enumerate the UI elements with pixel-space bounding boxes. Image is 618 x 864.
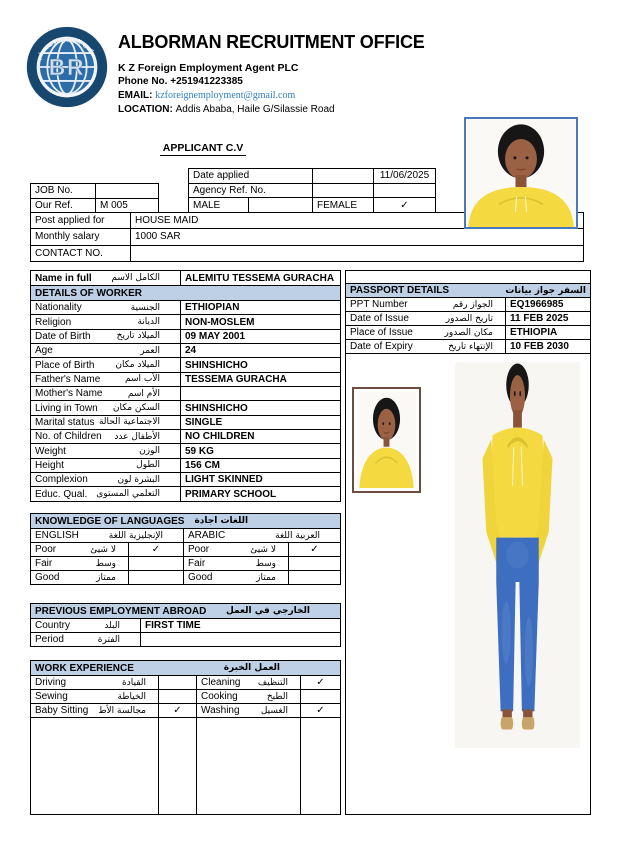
- cleaning-check-cell: [301, 676, 341, 690]
- driving-label-cell: [31, 676, 159, 690]
- location-label: LOCATION:: [118, 104, 173, 115]
- contact-label: CONTACT NO.: [35, 247, 103, 259]
- children-label-cell: [31, 430, 181, 444]
- ppt-number-label-cell: [346, 298, 506, 312]
- table-row: [31, 543, 341, 557]
- arabic-good-check-cell: [289, 571, 341, 585]
- table-row: [31, 387, 341, 401]
- birthplace-value: SHINSHICHO: [185, 359, 248, 371]
- our-ref-label-cell: [31, 199, 96, 214]
- weight-label: Weight: [35, 445, 66, 457]
- arabic-good-label: Good: [188, 572, 213, 583]
- period-value-cell: [141, 633, 341, 647]
- english-poor-arabic: شيئ‎ لا: [90, 544, 116, 555]
- logo-monogram: BR: [48, 54, 86, 81]
- living-town-label: Living in Town: [35, 402, 98, 414]
- mother-name-label-arabic: اسم‎ الأم: [127, 388, 160, 399]
- location-line: [118, 103, 538, 117]
- table-row: [31, 487, 341, 501]
- sewing-label-arabic: الخياطة: [117, 691, 146, 702]
- height-label: Height: [35, 459, 64, 471]
- name-label-arabic: الاسم‎ الكامل: [111, 273, 160, 283]
- location-value: Addis Ababa, Haile G/Silassie Road: [175, 104, 335, 115]
- languages-section-header: [31, 514, 341, 529]
- issue-date-label-cell: [346, 312, 506, 326]
- religion-label-cell: [31, 315, 181, 329]
- expiry-date-label-arabic: تاريخ‎ الإنتهاء: [448, 341, 493, 352]
- male-label: MALE: [193, 199, 221, 211]
- height-label-arabic: الطول: [136, 460, 160, 471]
- languages-table: [30, 513, 341, 585]
- phone-label: Phone No.: [118, 76, 168, 87]
- mother-name-value-cell: [181, 387, 341, 401]
- sewing-label: Sewing: [35, 691, 68, 702]
- salary-value: 1000 SAR: [135, 231, 181, 243]
- contact-value-cell: [131, 246, 584, 262]
- full-body-photo-illustration: [455, 362, 580, 748]
- children-value: NO CHILDREN: [185, 431, 255, 443]
- previous-employment-header: [31, 604, 341, 619]
- headshot-illustration: [466, 119, 576, 227]
- work-experience-header: [31, 661, 341, 676]
- applicant-headshot-photo: [464, 117, 578, 229]
- babysitting-label-cell: [31, 704, 159, 718]
- mother-name-label: Mother's Name: [35, 388, 103, 400]
- logo-ring-bottom-text: ALBORMAN RECRUITMENT OFFICE: [35, 70, 98, 99]
- phone-number: +251941223385: [170, 76, 243, 87]
- table-row: [31, 401, 341, 415]
- cooking-label-cell: [197, 690, 301, 704]
- table-row: [31, 301, 341, 315]
- birthplace-label-arabic: مكان‎ الميلاد: [115, 360, 160, 371]
- work-experience-filler-cell-3: [197, 718, 301, 815]
- expiry-date-value-cell: [506, 340, 591, 354]
- children-value-cell: [181, 430, 341, 444]
- arabic-good-arabic: ممتاز: [256, 572, 276, 583]
- birthplace-label: Place of Birth: [35, 359, 95, 371]
- phone-line: [118, 75, 538, 89]
- weight-value: 59 KG: [185, 445, 214, 457]
- height-value-cell: [181, 459, 341, 473]
- cooking-check-cell: [301, 690, 341, 704]
- date-applied-label: Date applied: [193, 170, 250, 182]
- table-row: [31, 619, 341, 633]
- complexion-label-cell: [31, 473, 181, 487]
- expiry-date-value: 10 FEB 2030: [510, 341, 569, 352]
- arabic-label-arabic: اللغة‎ العربية: [275, 530, 320, 541]
- country-value: FIRST TIME: [145, 620, 201, 631]
- table-row: [31, 430, 341, 444]
- english-good-arabic: ممتاز: [96, 572, 116, 583]
- agency-ref-blank-cell: [313, 184, 374, 199]
- female-label-cell: [313, 198, 374, 213]
- arabic-poor-label: Poor: [188, 544, 210, 555]
- living-town-label-cell: [31, 401, 181, 415]
- birthplace-value-cell: [181, 358, 341, 372]
- father-name-value: TESSEMA GURACHA: [185, 373, 287, 385]
- english-poor-checkmark: ✓: [151, 544, 161, 555]
- expiry-date-label: Date of Expiry: [350, 341, 413, 352]
- previous-employment-table: [30, 603, 341, 647]
- english-poor-label-cell: [31, 543, 129, 557]
- table-row: [31, 571, 341, 585]
- babysitting-label-arabic: الأط‎ مجالسة: [98, 705, 146, 716]
- date-applied-value-cell: [374, 169, 436, 184]
- issue-date-label-arabic: الصدور‎ تاريخ: [445, 313, 493, 324]
- nationality-value: ETHIOPIAN: [185, 302, 240, 314]
- children-label: No. of Children: [35, 431, 102, 443]
- age-label-arabic: العمر: [140, 345, 160, 356]
- table-row: [346, 298, 591, 312]
- applicant-id-photo: [352, 387, 421, 493]
- arabic-fair-arabic: وسط: [255, 558, 276, 569]
- washing-label-arabic: الغسيل: [260, 705, 288, 716]
- arabic-label: ARABIC: [188, 530, 226, 541]
- work-experience-filler-cell-4: [301, 718, 341, 815]
- name-value-cell: [181, 271, 341, 286]
- post-value: HOUSE MAID: [135, 215, 199, 227]
- previous-employment-title: PREVIOUS EMPLOYMENT ABROAD: [35, 605, 207, 617]
- id-photo-illustration: [357, 392, 416, 488]
- complexion-value-cell: [181, 473, 341, 487]
- sewing-label-cell: [31, 690, 159, 704]
- languages-section-title-arabic: اجادة‎ اللغات: [194, 516, 249, 526]
- name-label-cell: [31, 271, 181, 286]
- reference-table: [30, 183, 159, 213]
- issue-date-value: 11 FEB 2025: [510, 313, 569, 324]
- table-row: [31, 557, 341, 571]
- english-good-check-cell: [129, 571, 184, 585]
- height-value: 156 CM: [185, 459, 221, 471]
- washing-label-cell: [197, 704, 301, 718]
- issue-place-label-arabic: الصدور‎ مكان: [444, 327, 493, 338]
- applicant-full-body-photo: [455, 362, 580, 748]
- english-good-label-cell: [31, 571, 129, 585]
- our-ref-value-cell: [96, 199, 159, 214]
- passport-section-header: [346, 284, 591, 298]
- english-label-arabic: اللغة‎ الإنجليزية: [108, 530, 163, 541]
- weight-label-arabic: الوزن: [139, 446, 160, 457]
- babysitting-label: Baby Sitting: [35, 705, 89, 716]
- application-date-table: [188, 168, 436, 213]
- male-label-cell: [189, 198, 249, 213]
- english-poor-label: Poor: [35, 544, 57, 555]
- education-value-cell: [181, 487, 341, 501]
- english-fair-label: Fair: [35, 558, 53, 569]
- father-name-value-cell: [181, 373, 341, 387]
- arabic-poor-label-cell: [184, 543, 289, 557]
- living-town-value-cell: [181, 401, 341, 415]
- nationality-value-cell: [181, 301, 341, 315]
- arabic-good-label-cell: [184, 571, 289, 585]
- work-experience-table: [30, 660, 341, 815]
- birthplace-label-cell: [31, 358, 181, 372]
- salary-value-cell: [131, 229, 584, 245]
- name-value: ALEMITU TESSEMA GURACHA: [185, 272, 335, 284]
- salary-label-cell: [31, 229, 131, 245]
- weight-value-cell: [181, 444, 341, 458]
- passport-section-title: PASSPORT DETAILS: [350, 285, 450, 296]
- education-value: PRIMARY SCHOOL: [185, 488, 277, 500]
- english-fair-check-cell: [129, 557, 184, 571]
- driving-check-cell: [159, 676, 197, 690]
- country-label-arabic: البلد: [104, 620, 120, 631]
- religion-value: NON-MOSLEM: [185, 316, 255, 328]
- table-row: [31, 373, 341, 387]
- table-row: [31, 473, 341, 487]
- age-value: 24: [185, 345, 197, 357]
- male-check-cell: [249, 198, 313, 213]
- email-line: [118, 89, 538, 103]
- table-row: [346, 326, 591, 340]
- english-fair-label-cell: [31, 557, 129, 571]
- issue-place-value-cell: [506, 326, 591, 340]
- complexion-label-arabic: لون‎ البشرة: [117, 474, 160, 485]
- logo-globe-icon: [26, 26, 108, 108]
- cleaning-label-arabic: التنظيف: [257, 677, 288, 688]
- table-row: [31, 358, 341, 372]
- country-value-cell: [141, 619, 341, 633]
- period-label: Period: [35, 634, 64, 645]
- dob-label-arabic: تاريخ‎ الميلاد: [116, 331, 160, 342]
- agency-name: K Z Foreign Employment Agent PLC: [118, 62, 299, 74]
- marital-status-label: Marital status: [35, 416, 95, 428]
- table-row: [346, 340, 591, 354]
- country-label-cell: [31, 619, 141, 633]
- nationality-label: Nationality: [35, 302, 82, 314]
- nationality-label-arabic: الجنسية: [130, 302, 160, 313]
- name-label: Name in full: [35, 272, 92, 284]
- children-label-arabic: عدد‎ الأطفال: [114, 431, 160, 442]
- office-name: ALBORMAN RECRUITMENT OFFICE: [118, 32, 425, 52]
- table-row: [31, 718, 341, 815]
- mother-name-label-cell: [31, 387, 181, 401]
- date-applied-blank-cell: [313, 169, 374, 184]
- dob-label-cell: [31, 330, 181, 344]
- age-label: Age: [35, 345, 53, 357]
- education-label-cell: [31, 487, 181, 501]
- height-label-cell: [31, 459, 181, 473]
- father-name-label-cell: [31, 373, 181, 387]
- dob-value: 09 MAY 2001: [185, 330, 246, 342]
- arabic-poor-check-cell: [289, 543, 341, 557]
- table-row: [31, 344, 341, 358]
- expiry-date-label-cell: [346, 340, 506, 354]
- logo-ring-top-text: مكتب البرمان للاستقدام: [34, 35, 98, 61]
- issue-place-label-cell: [346, 326, 506, 340]
- sewing-check-cell: [159, 690, 197, 704]
- date-applied-label-cell: [189, 169, 313, 184]
- document-title: APPLICANT C.V: [160, 142, 246, 156]
- living-town-label-arabic: مكان‎ السكن: [112, 403, 160, 414]
- dob-value-cell: [181, 330, 341, 344]
- age-value-cell: [181, 344, 341, 358]
- previous-employment-title-arabic: العمل‎ في‎ الخارجي: [225, 606, 310, 616]
- cooking-label-arabic: الطبخ: [266, 691, 288, 702]
- our-ref-value: M 005: [100, 199, 128, 211]
- cooking-label: Cooking: [201, 691, 238, 702]
- work-experience-title-arabic: الخبرة‎ العمل: [223, 663, 280, 673]
- work-experience-title: WORK EXPERIENCE: [35, 662, 134, 674]
- job-no-value-cell: [96, 184, 159, 199]
- job-no-label-cell: [31, 184, 96, 199]
- salary-label: Monthly salary: [35, 231, 100, 243]
- age-label-cell: [31, 344, 181, 358]
- table-row: [31, 315, 341, 329]
- our-ref-label: Our Ref.: [35, 199, 73, 211]
- female-checkmark: ✓: [400, 199, 409, 211]
- arabic-poor-arabic: شيئ‎ لا: [250, 544, 276, 555]
- marital-status-label-arabic: الحالة‎ الاجتماعية: [98, 417, 160, 428]
- weight-label-cell: [31, 444, 181, 458]
- driving-label: Driving: [35, 677, 67, 688]
- details-section-title: DETAILS OF WORKER: [35, 287, 143, 299]
- passport-section-title-arabic: بيانات‎ جواز‎ السفر: [505, 285, 586, 296]
- post-label: Post applied for: [35, 215, 105, 227]
- babysitting-check-cell: [159, 704, 197, 718]
- cleaning-checkmark: ✓: [316, 677, 325, 688]
- issue-date-label: Date of Issue: [350, 313, 409, 324]
- ppt-number-label-arabic: رقم‎ الجواز: [452, 299, 493, 310]
- religion-label-arabic: الديانة: [137, 317, 160, 328]
- arabic-fair-label-cell: [184, 557, 289, 571]
- nationality-label-cell: [31, 301, 181, 315]
- table-row: [31, 633, 341, 647]
- table-row: [31, 416, 341, 430]
- period-label-arabic: الفترة: [97, 634, 120, 645]
- arabic-poor-checkmark: ✓: [310, 544, 319, 555]
- father-name-label-arabic: اسم‎ الأب: [124, 374, 160, 385]
- english-label: ENGLISH: [35, 530, 79, 541]
- religion-value-cell: [181, 315, 341, 329]
- complexion-label: Complexion: [35, 474, 88, 486]
- post-label-cell: [31, 213, 131, 229]
- worker-details-table: [30, 270, 341, 502]
- female-check-cell: [374, 198, 436, 213]
- table-row: [346, 312, 591, 326]
- table-row: [31, 330, 341, 344]
- living-town-value: SHINSHICHO: [185, 402, 248, 414]
- cleaning-label-cell: [197, 676, 301, 690]
- agency-ref-label: Agency Ref. No.: [193, 184, 266, 196]
- marital-status-value: SINGLE: [185, 416, 223, 428]
- country-label: Country: [35, 620, 71, 631]
- education-label: Educ. Qual.: [35, 488, 88, 500]
- table-row: [31, 676, 341, 690]
- table-row: [31, 690, 341, 704]
- washing-label: Washing: [201, 705, 240, 716]
- passport-details-table: [345, 283, 591, 354]
- english-fair-arabic: وسط: [95, 558, 116, 569]
- education-label-arabic: المستوى‎ التعلمي: [96, 489, 160, 500]
- arabic-header-cell: [184, 529, 341, 543]
- washing-check-cell: [301, 704, 341, 718]
- details-section-header: [31, 286, 341, 301]
- female-label: FEMALE: [317, 199, 358, 211]
- contact-label-cell: [31, 246, 131, 262]
- arabic-fair-label: Fair: [188, 558, 206, 569]
- complexion-value: LIGHT SKINNED: [185, 474, 263, 486]
- languages-section-title: KNOWLEDGE OF LANGUAGES: [35, 515, 185, 527]
- date-applied-value: 11/06/2025: [379, 170, 430, 182]
- driving-label-arabic: القيادة: [122, 677, 146, 688]
- table-row: [31, 444, 341, 458]
- washing-checkmark: ✓: [316, 705, 325, 716]
- english-header-cell: [31, 529, 184, 543]
- ppt-number-value-cell: [506, 298, 591, 312]
- english-good-label: Good: [35, 572, 60, 583]
- issue-place-value: ETHIOPIA: [510, 327, 558, 338]
- issue-date-value-cell: [506, 312, 591, 326]
- babysitting-checkmark: ✓: [173, 705, 182, 716]
- cleaning-label: Cleaning: [201, 677, 241, 688]
- agency-ref-value-cell: [374, 184, 436, 199]
- work-experience-filler-cell-2: [159, 718, 197, 815]
- father-name-label: Father's Name: [35, 373, 101, 385]
- table-row: [31, 459, 341, 473]
- dob-label: Date of Birth: [35, 330, 91, 342]
- email-label: EMAIL:: [118, 90, 153, 101]
- marital-status-value-cell: [181, 416, 341, 430]
- english-poor-check-cell: [129, 543, 184, 557]
- ppt-number-value: EQ1966985: [510, 299, 564, 310]
- issue-place-label: Place of Issue: [350, 327, 413, 338]
- period-label-cell: [31, 633, 141, 647]
- table-row: [31, 704, 341, 718]
- letterhead: [118, 32, 538, 117]
- arabic-fair-check-cell: [289, 557, 341, 571]
- email-link[interactable]: kzforeignemployment@gmail.com: [155, 90, 296, 101]
- job-no-label: JOB No.: [35, 185, 73, 197]
- agency-ref-label-cell: [189, 184, 313, 199]
- work-experience-filler-cell-1: [31, 718, 159, 815]
- ppt-number-label: PPT Number: [350, 299, 408, 310]
- marital-status-label-cell: [31, 416, 181, 430]
- religion-label: Religion: [35, 316, 72, 328]
